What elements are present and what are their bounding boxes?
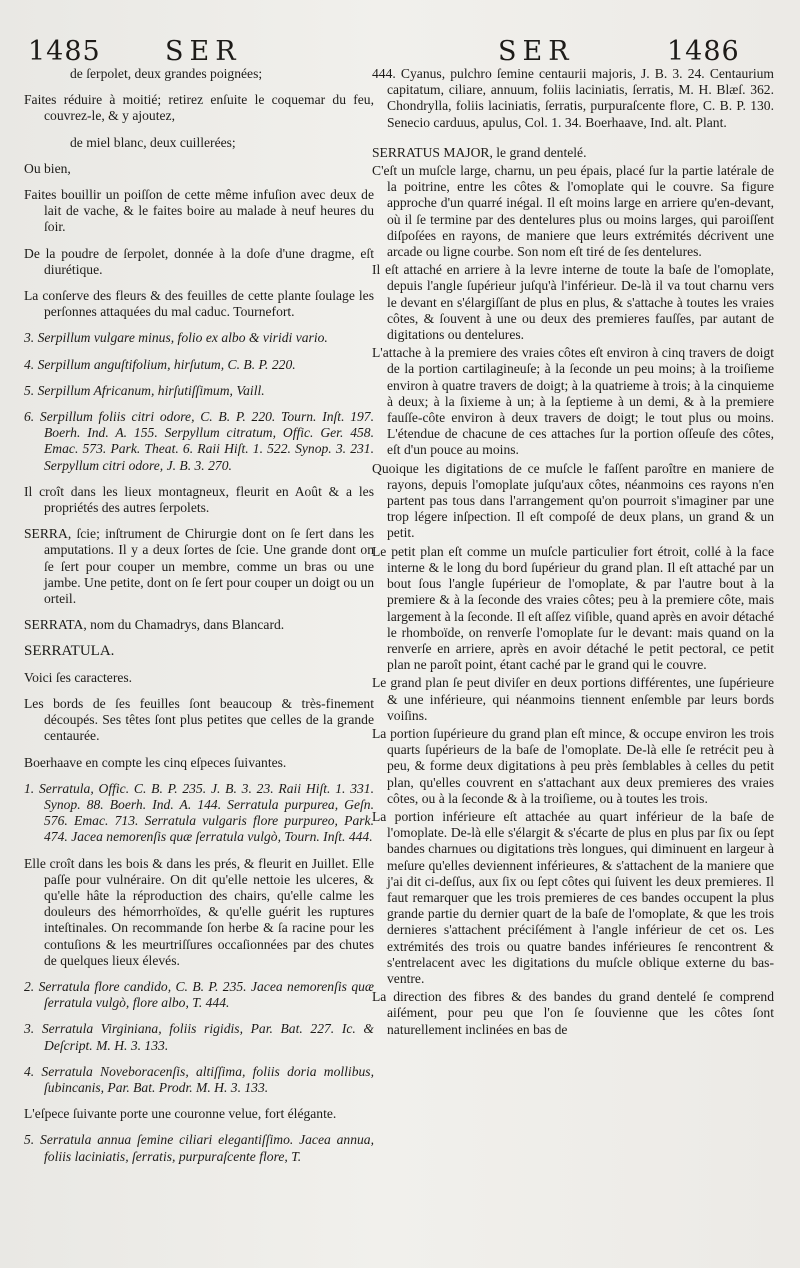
- paragraph: Faites bouillir un poiſſon de cette même infuſion avec deux de lait de vache, & le faites boire au malade à neuf heures du ſoir.: [24, 187, 374, 235]
- left-page-number: 1485: [28, 36, 101, 67]
- paragraph: SERRATULA.: [24, 643, 115, 660]
- right-text-column: [372, 66, 774, 1040]
- paragraph: Voici ſes caracteres.: [24, 669, 133, 685]
- paragraph: 4. Serratula Noveboracenſis, altiſſima, foliis doria mollibus, ſubincanis, Par. Bat. Prodr. M. H. 3. 133.: [24, 1063, 374, 1095]
- paragraph: Il croît dans les lieux montagneux, fleurit en Août & a les propriétés des autres ſerpolets.: [24, 483, 374, 516]
- paragraph: Il eſt attaché en arriere à la levre interne de toute la baſe de l'omoplate, depuis l'angle ſupérieur juſqu'à l'inférieur. De-là il va tout charnu vers le devant en s'élargiſſant de plus en plus, & s'attache à toutes les vraies côtes, & ſouvent à une ou deux des premieres fauſſes, par autant de digitations ou dentelures.: [372, 262, 774, 343]
- paragraph: Ou bien,: [24, 160, 71, 176]
- right-page-number: 1486: [667, 36, 740, 67]
- paragraph: 2. Serratula flore candido, C. B. P. 235. Jacea nemorenſis quæ ſerratula vulgò, flore albo, T. 444.: [24, 978, 374, 1011]
- paragraph: La portion ſupérieure du grand plan eſt mince, & occupe environ les trois quarts ſupérieurs de la baſe de l'omoplate. De-là elle ſe retrécit peu à peu, & forme deux digitations à peu près ſemblables à celles du petit plan, qu'elles couvrent en s'attachant aux deux premieres des vraies côtes, ou à la ſeconde & à la troiſieme, ou à toutes les trois.: [372, 725, 774, 806]
- paragraph: Faites réduire à moitié; retirez enſuite le coquemar du feu, couvrez-le, & y ajoutez,: [24, 92, 374, 124]
- paragraph: L'eſpece ſuivante porte une couronne velue, fort élégante.: [24, 1106, 337, 1122]
- paragraph: Le grand plan ſe peut diviſer en deux portions différentes, une ſupérieure & une inférieure, qui néanmoins tiennent enſemble par leurs bords voiſins.: [372, 675, 774, 723]
- paragraph: Les bords de ſes feuilles ſont beaucoup & très-finement découpés. Ses têtes ſont plus petites que celles de la grande centaurée.: [24, 695, 374, 744]
- paragraph: 1. Serratula, Offic. C. B. P. 235. J. B. 3. 23. Raii Hiſt. 1. 331. Synop. 88. Boerh. Ind. A. 144. Serratula purpurea, Geſn. 576. Emac. 713. Serratula vulgaris flore purpureo, Park. 474. Jacea nemorenſis quæ ſerratula vulgò, Tourn. Inſt. 444.: [24, 780, 374, 845]
- paragraph: SERRATUS MAJOR, le grand dentelé.: [372, 144, 587, 160]
- paragraph: De la poudre de ſerpolet, donnée à la doſe d'une dragme, eſt diurétique.: [24, 245, 374, 277]
- paragraph: Le petit plan eſt comme un muſcle particulier fort étroit, collé à la face interne & le long du bord ſupérieur du grand plan. Il eſt attaché par un bout ſous l'angle ſupérieur de l'omoplate, & par l'autre bout à la premiere & à la ſeconde des vraies côtes; peu à la premiere côte, mais largement à la ſeconde. Il eſt aſſez viſible, quand après en avoir détaché le rhomboïde, on renverſe l'omoplate ſur le devant: mais quand on la renverſe en arriere, après en avoir détaché le petit pectoral, ce petit plan ne paroît point, étant caché par le grand qui le couvre.: [372, 543, 774, 673]
- paragraph: 6. Serpillum foliis citri odore, C. B. P. 220. Tourn. Inſt. 197. Boerh. Ind. A. 155. Serpyllum citratum, Offic. Ger. 458. Emac. 573. Park. Theat. 6. Raii Hiſt. 1. 522. Synop. 3. 231. Serpyllum citri odore, J. B. 3. 270.: [24, 409, 374, 473]
- paragraph: SERRATA, nom du Chamadrys, dans Blancard.: [24, 617, 285, 633]
- paragraph: de miel blanc, deux cuillerées;: [70, 134, 236, 150]
- paragraph: 3. Serpillum vulgare minus, folio ex albo & viridi vario.: [24, 330, 328, 346]
- paragraph: 5. Serratula annua ſemine ciliari elegantiſſimo. Jacea annua, foliis laciniatis, ſerratis, purpuraſcente flore, T.: [24, 1132, 374, 1164]
- paragraph: La portion inférieure eſt attachée au quart inférieur de la baſe de l'omoplate. De-là elle s'élargit & s'écarte de plus en plus par ſix ou ſept bandes charnues ou digitations très longues, qui diminuent en largeur à meſure qu'elles deviennent inférieures, & s'attachent de la maniere que j'ai dit ci-deſſus, aux ſix ou ſept côtes qui ſuivent les deux premieres. Il faut remarquer que les trois premieres de ces bandes occupent la plus grande partie du dernier quart de la baſe de l'omoplate, & que les trois dernieres s'attachent préciſément à l'angle inférieur de cet os. Les extrémités des trois ou quatre bandes inférieures ſe rencontrent & s'entrelacent avec les digitations du muſcle oblique externe du bas-ventre.: [372, 808, 774, 986]
- right-running-head: SER: [498, 36, 575, 67]
- paragraph: L'attache à la premiere des vraies côtes eſt environ à cinq travers de doigt de la portion cartilagineuſe; à la ſeconde un peu moins; à la troiſieme environ à quatre travers de doigt; à la quatrieme à trois; à la cinquieme à deux; à la ſixieme à un; à la ſeptieme à un demi, & à la premiere fauſſe-côte environ à deux travers de doigt; le tout plus ou moins. L'étendue de chacune de ces attaches ſur la portion oſſeuſe des côtes, eſt d'un pouce au moins.: [372, 345, 774, 458]
- left-running-head: SER: [165, 36, 242, 67]
- paragraph: 444. Cyanus, pulchro ſemine centaurii majoris, J. B. 3. 24. Centaurium capitatum, ciliare, annuum, foliis laciniatis, ſerratis, M. H. Blæſ. 362. Chondrylla, foliis laciniatis, ſerratis, purpuraſcente flore, C. B. P. 130. Senecio carduus, apulus, Col. 1. 34. Boerhaave, Ind. alt. Plant.: [372, 66, 774, 130]
- paragraph: de ſerpolet, deux grandes poignées;: [70, 66, 263, 81]
- paragraph: Boerhaave en compte les cinq eſpeces ſuivantes.: [24, 754, 287, 770]
- paragraph: 3. Serratula Virginiana, foliis rigidis, Par. Bat. 227. Ic. & Deſcript. M. H. 3. 133.: [24, 1021, 374, 1053]
- paragraph: SERRA, ſcie; inſtrument de Chirurgie dont on ſe ſert dans les amputations. Il y a deux ſortes de ſcie. Une grande dont on ſe ſert pour couper un membre, comme un bras ou une jambe. Une petite, dont on ſe ſert pour couper un doigt ou un orteil.: [24, 526, 374, 607]
- paragraph: Elle croît dans les bois & dans les prés, & fleurit en Juillet. Elle paſſe pour vulnéraire. On dit qu'elle nettoie les ulceres, & qu'elle hâte la réproduction des chairs, qu'elle calme les douleurs des hémorrhoïdes, & qu'elle guérit les ruptures inteſtinales. On recommande ſon herbe & ſa racine pour les contuſions & les meurtriſſures occaſionnées par des chutes de quelques lieux élevés.: [24, 855, 374, 968]
- left-text-column: [24, 66, 374, 1175]
- paragraph: C'eſt un muſcle large, charnu, un peu épais, placé ſur la partie latérale de la poitrine, entre les côtes & l'omoplate qui le couvre. Sa figure approche d'un quarré inégal. Il eſt moins large en arriere qu'en-devant, où il ſe termine par des dentelures plus ou moins larges, qui paroiſſent diſpoſées en rayons, de maniere que leurs extrémités décrivent une arcade ou ligne courbe. Son nom eſt tiré de ſes dentelures.: [372, 163, 774, 260]
- paragraph: La conſerve des fleurs & des feuilles de cette plante ſoulage les perſonnes attaquées du mal caduc. Tournefort.: [24, 288, 374, 320]
- paragraph: 4. Serpillum anguſtifolium, hirſutum, C. B. P. 220.: [24, 356, 296, 372]
- paragraph: Quoique les digitations de ce muſcle le faſſent paroître en maniere de rayons, depuis l'omoplate juſqu'aux côtes, néanmoins ces rayons n'en partent pas tous dans l'arrangement qu'on pourroit s'imaginer par une trop légere inſpection. Il eſt compoſé de deux plans, un grand & un petit.: [372, 460, 774, 541]
- paragraph: 5. Serpillum Africanum, hirſutiſſimum, Vaill.: [24, 382, 265, 398]
- paragraph: La direction des fibres & des bandes du grand dentelé ſe comprend aiſément, pour peu que l'on ſe ſouvienne que les côtes ſont naturellement inclinées en bas de: [372, 989, 774, 1037]
